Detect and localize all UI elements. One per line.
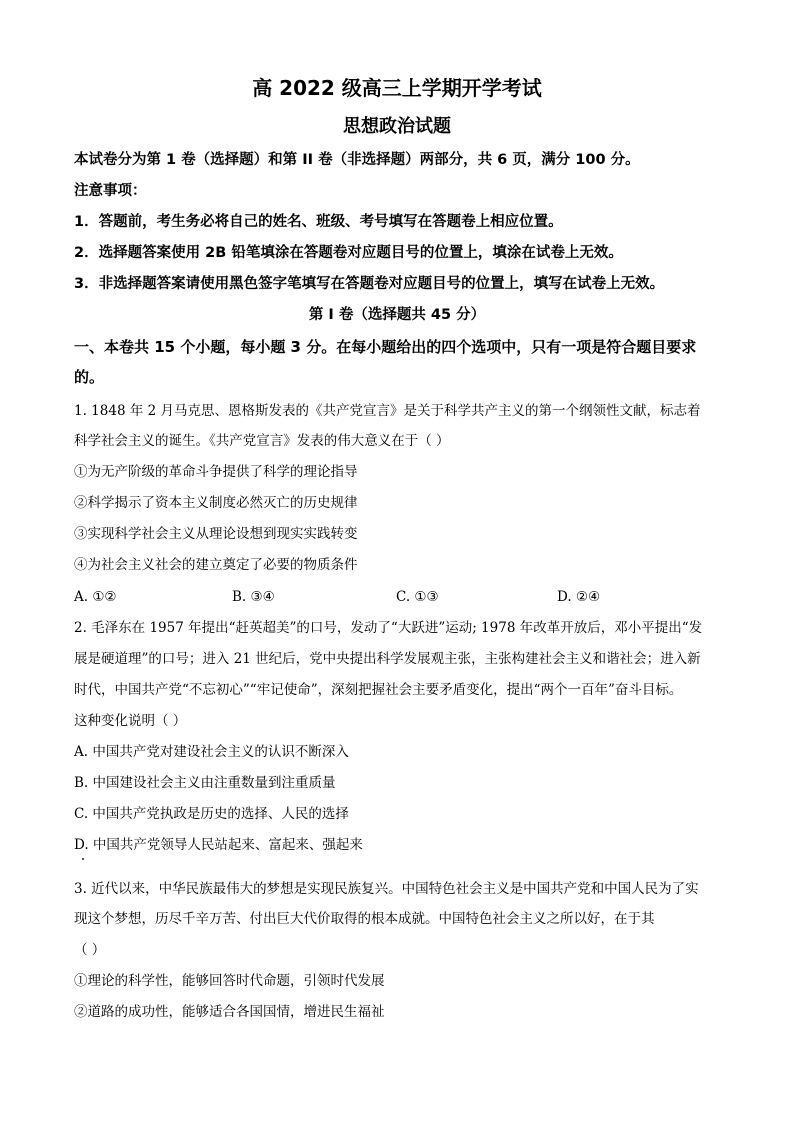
question-2-option-a: A. 中国共产党对建设社会主义的认识不断深入 <box>74 744 349 760</box>
note-item: 1．答题前，考生务必将自己的姓名、班级、考号填写在答题卷上相应位置。 <box>74 214 563 230</box>
question-1-option-a: A. ①② <box>74 589 117 605</box>
question-3-stem: 3. 近代以来，中华民族最伟大的梦想是实现民族复兴。中国特色社会主义是中国共产党和中国人民为了实 <box>74 881 699 897</box>
question-2-stem: 这种变化说明（ ） <box>74 713 187 729</box>
stray-dot <box>82 858 84 860</box>
note-item: 2．选择题答案使用 2B 铅笔填涂在答题卷对应题目号的位置上，填涂在试卷上无效。 <box>74 245 623 261</box>
question-3-stem: （ ） <box>74 942 106 958</box>
section-title: 第 I 卷（选择题共 45 分） <box>308 307 486 323</box>
question-2-option-c: C. 中国共产党执政是历史的选择、人民的选择 <box>74 806 349 822</box>
question-1-option-d: D. ②④ <box>557 589 601 605</box>
question-1-option-c: C. ①③ <box>396 589 439 605</box>
notes-heading: 注意事项： <box>74 183 147 199</box>
question-1-statement: ④为社会主义社会的建立奠定了必要的物质条件 <box>74 557 358 573</box>
question-3-stem: 现这个梦想，历尽千辛万苦、付出巨大代价取得的根本成就。中国特色社会主义之所以好，在于其 <box>74 911 655 927</box>
question-2-stem: 2. 毛泽东在 1957 年提出“赶英超美”的口号，发动了“大跃进”运动; 1978 年改革开放后，邓小平提出“发 <box>74 620 703 636</box>
exam-title: 高 2022 级高三上学期开学考试 <box>252 76 542 100</box>
section-instruction: 的。 <box>74 368 105 386</box>
question-2-option-d: D. 中国共产党领导人民站起来、富起来、强起来 <box>74 837 363 853</box>
question-3-statement: ①理论的科学性，能够回答时代命题，引领时代发展 <box>74 973 385 989</box>
question-1-statement: ①为无产阶级的革命斗争提供了科学的理论指导 <box>74 464 358 480</box>
question-3-statement: ②道路的成功性，能够适合各国国情，增进民生福祉 <box>74 1004 385 1020</box>
question-2-stem: 时代，中国共产党“不忘初心”“牢记使命”，深刻把握社会主要矛盾变化，提出“两个一百年”奋斗目标。 <box>74 682 683 698</box>
exam-subtitle: 思想政治试题 <box>343 116 451 137</box>
question-1-statement: ②科学揭示了资本主义制度必然灭亡的历史规律 <box>74 495 358 511</box>
question-1-option-b: B. ③④ <box>232 589 275 605</box>
question-1-stem: 1. 1848 年 2 月马克思、恩格斯发表的《共产党宣言》是关于科学共产主义的第一个纲领性文献，标志着 <box>74 403 701 419</box>
question-1-stem: 科学社会主义的诞生。《共产党宣言》发表的伟大意义在于（ ） <box>74 433 450 449</box>
question-2-stem: 展是硬道理”的口号；进入 21 世纪后，党中央提出科学发展观主张，主张构建社会主义和谐社会；进入新 <box>74 651 701 667</box>
question-1-statement: ③实现科学社会主义从理论设想到现实实践转变 <box>74 526 358 542</box>
question-2-option-b: B. 中国建设社会主义由注重数量到注重质量 <box>74 775 336 791</box>
section-instruction: 一、本卷共 15 个小题，每小题 3 分。在每小题给出的四个选项中，只有一项是符合题目要求 <box>74 338 697 356</box>
note-item: 3．非选择题答案请使用黑色签字笔填写在答题卷对应题目号的位置上，填写在试卷上无效。 <box>74 276 665 292</box>
intro-text: 本试卷分为第 1 卷（选择题）和第 II 卷（非选择题）两部分，共 6 页，满分 100 分。 <box>74 152 640 168</box>
